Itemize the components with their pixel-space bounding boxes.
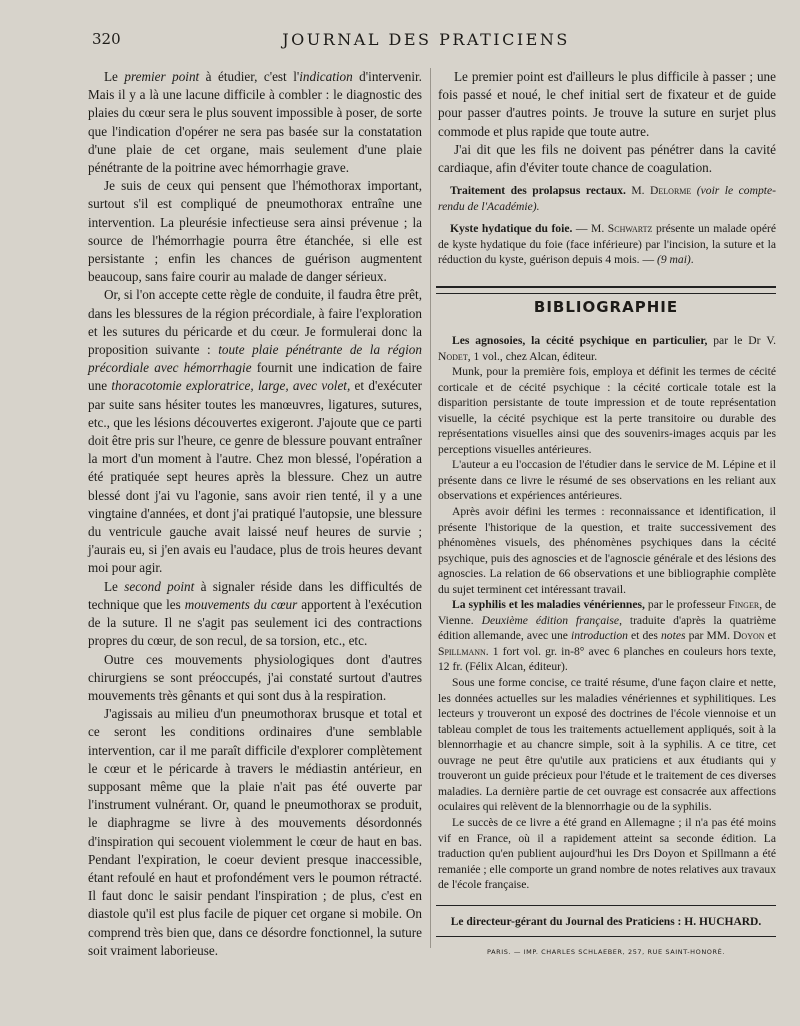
- paragraph-pneumothorax: J'agissais au milieu d'un pneumothorax brusque et total et ce seront les conditions ordinaires d'une semblable intervention, car il me paraît difficile d'explorer complètement le cœur et le péricarde à travers le médiastin antérieur, en supposant même que la plaie n'ait pas été ouverte par l'instrument vulnérant. Or, quand le pneumothorax se produit, le diaphragme se livre à des mouvements désordonnés d'inspiration qui secouent violemment le cœur de haut en bas. Pendant l'expiration, le coeur devient presque inaccessible, étant refoulé en haut et profondément vers le poumon rétracté. Il faut donc le saisir pendant l'inspiration ; de plus, c'est en diastole qu'il est plus facile de piquer cet organe si mobile. On comprend très bien que, dans ce désordre fonctionnel, la suture soit vraiment laborieuse.: [88, 706, 422, 958]
- bibliography-section: [438, 333, 776, 893]
- page-header: [92, 30, 760, 50]
- note-title: Kyste hydatique du foie.: [450, 221, 573, 235]
- translator-name: Spillmann: [438, 644, 486, 658]
- italic-run: toute plaie pénétrante de la région précordiale avec hémorrhagie: [88, 342, 422, 376]
- italic-run: notes: [661, 629, 686, 643]
- review-paragraph: Sous une forme concise, ce traité résume, d'une façon claire et nette, les données actuelles sur les maladies vénériennes et syphilitiques. Les lecteurs y trouveront un exposé des doctrines de l'école viennoise et un tableau complet de tous les traitements actuellement appliqués, soit à la blennorrhagie et au chancre simple, soit à la syphilis. A ce titre, cet ouvrage ne peut être qu'utile aux praticiens et aux étudiants qui y trouveront un guide précieux pour l'étude et le traitement de ces diverses maladies. La dernière partie de cet ouvrage est consacrée aux affections oculaires qui relèvent de la blennorrhagie ou de la syphilis.: [438, 676, 776, 814]
- text-run: par MM.: [685, 629, 734, 643]
- text-run: .: [690, 253, 694, 267]
- note-prolapsus: [438, 183, 776, 215]
- paragraph-second-point: [88, 578, 422, 651]
- running-title: JOURNAL DES PRATICIENS: [282, 30, 570, 49]
- text-run: à étudier, c'est l': [199, 69, 300, 84]
- book-title: Les agnosoies, la cécité psychique en particulier,: [452, 334, 708, 347]
- footer-rule-top: [436, 905, 776, 906]
- text-run: — M.: [572, 221, 608, 235]
- text-run: et: [764, 629, 776, 643]
- book-title: La syphilis et les maladies vénériennes,: [452, 598, 645, 612]
- bibliography-heading: BIBLIOGRAPHIE: [533, 298, 679, 316]
- text-run: . 1 fort vol. gr. in-8° avec 6 planches en couleurs hors texte, 12 fr. (Félix Alcan, éditeur).: [438, 644, 776, 674]
- paragraph-premier-point-suture: Le premier point est d'ailleurs le plus difficile à passer ; une fois passé et noué, le chef initial sert de fixateur et de guide pour passer d'autres points. Je trouve la suture en surjet plus commode et plus rapide que toute autre.: [438, 69, 776, 139]
- italic-run: indication: [299, 69, 353, 84]
- review-paragraph: Après avoir défini les termes : reconnaissance et identification, il présente l'historique de la question, et traite successivement des phénomènes visuels, des phénomènes psychiques dans la cécité psychique, puis des agnoscies et de l'agnoscie générale et des lésions des agnoscies. La relation de 66 observations et une bibliographie complète du sujet terminent cet intéressant travail.: [438, 505, 776, 596]
- italic-run: mouvements du cœur: [184, 596, 298, 612]
- text-run: par le Dr V.: [707, 334, 776, 347]
- note-kyste: [438, 221, 776, 268]
- review-paragraph: L'auteur a eu l'occasion de l'étudier dans le service de M. Lépine et il présente dans ce livre le résumé de ses observations en les reliant aux observations et expériences antérieures.: [438, 458, 776, 503]
- italic-run: thoracotomie exploratrice, large, avec volet,: [111, 378, 351, 394]
- paragraph-hemothorax: Je suis de ceux qui pensent que l'hémothorax important, surtout s'il est compliqué de pneumothorax entraîne une intervention. La pleurésie infectieuse sera ainsi prévenue ; la source de l'hémorrhagie pourra être étanchée, si elle est persistante ; enfin les chances de guérison augmentent beaucoup, sans faire courir au malade de danger sérieux.: [88, 178, 422, 285]
- text-run: Le: [104, 578, 125, 594]
- left-column: [88, 68, 422, 960]
- note-author: Schwartz: [607, 221, 653, 235]
- italic-run: Deuxième édition française: [481, 613, 620, 627]
- review-paragraph: Le succès de ce livre a été grand en Allemagne ; il n'a pas été moins vif en France, où il a rapidement atteint sa seconde édition. La traduction qu'en publient aujourd'hui les Drs Doyon et Spillmann a été remaniée ; elle comporte un grand nombre de notes relatives aux travaux de l'école française.: [438, 815, 776, 892]
- text-run: apportent à l'exécution de la suture. Il ne s'agit pas seulement ici des contractions propres du cœur, de son recul, de sa torsion, etc., etc.: [88, 596, 423, 649]
- review-paragraph: Munk, pour la première fois, employa et définit les termes de cécité corticale et de cécité psychique : la cécité corticale totale est la disparition persistante de toute impression et de toute représentation visuelle, la cécité psychique est la perte transitoire ou durable des représentations visuelles ainsi que des souvenirs-images acquis par les perceptions visuelles antérieures.: [438, 365, 776, 456]
- text-run: fournit une indication de faire une: [88, 360, 422, 394]
- italic-run: introduction: [571, 629, 628, 643]
- italic-run: premier point: [124, 69, 200, 84]
- note-author: M. Delorme: [625, 184, 692, 198]
- director-line: Le directeur-gérant du Journal des Praticiens : H. HUCHARD.: [450, 916, 762, 928]
- text-run: , de Vienne.: [438, 598, 776, 627]
- text-run: et des: [627, 629, 661, 643]
- text-run: à signaler réside dans les difficultés de technique que les: [88, 578, 422, 612]
- text-run: d'intervenir. Mais il y a là une lacune difficile à combler : le diagnostic des plaies du cœur sera le plus souvent impossible à poser, de sorte que l'indication d'opérer ne sera pas basée sur la constatation d'une plaie de cet organe, mais seulement d'une plaie pénétrante de la poitrine avec hémorrhagie grave.: [88, 69, 422, 176]
- page-number: 320: [92, 30, 121, 48]
- text-run: présente un malade opéré de kyste hydatique du foie (face inférieure) par l'incision, la suture et la réduction du kyste, guérison depuis 4 mois. —: [438, 221, 776, 267]
- book-entry-agnosoies: [438, 333, 776, 364]
- right-column-top: [438, 68, 776, 268]
- text-run: , 1 vol., chez Alcan, éditeur.: [467, 349, 598, 363]
- text-run: Or, si l'on accepte cette règle de conduite, il faudra être prêt, dans les blessures de la région précordiale, à faire l'exploration et les sutures du péricarde et du cœur. Je formulerai donc la proposition suivante :: [88, 287, 422, 358]
- text-run: , traduite d'après la quatrième édition allemande, avec une: [438, 613, 776, 643]
- text-run: par le professeur: [644, 598, 729, 612]
- paragraph-fils: J'ai dit que les fils ne doivent pas pénétrer dans la cavité cardiaque, afin d'éviter toute chance de coagulation.: [438, 141, 776, 176]
- book-author: Nodet: [438, 349, 468, 363]
- paragraph-premier-point: [88, 68, 422, 177]
- note-title: Traitement des prolapsus rectaux.: [450, 184, 626, 198]
- paragraph-mouvements: Outre ces mouvements physiologiques dont d'autres chirurgiens se sont préoccupés, j'ai constaté surtout d'autres mouvements très gênants et qui sont dus à la respiration.: [88, 651, 422, 703]
- note-tail: (voir le compte-rendu de l'Académie).: [438, 184, 776, 214]
- note-date: (9 mai): [656, 253, 691, 267]
- book-author: Finger: [728, 598, 760, 612]
- book-entry-syphilis: [438, 597, 776, 675]
- text-run: Le: [104, 69, 125, 84]
- footer-rule-bottom: [436, 936, 776, 937]
- column-divider: [430, 68, 431, 948]
- printer-imprint: PARIS. — IMP. CHARLES SCHLAEBER, 257, RUE SAINT-HONORÉ.: [486, 948, 726, 956]
- italic-run: second point: [124, 578, 195, 594]
- paragraph-regle-conduite: [88, 286, 422, 577]
- text-run: et d'exécuter par suite sans hésiter toutes les manœuvres, ligatures, sutures, etc., que les lésions découvertes exigeront. J'ajoute que ce parti doit être pris sur l'heure, ce genre de blessure pouvant entraîner la mort d'un moment à l'autre. Chez mon blessé, l'opération a été pratiquée sept heures après la blessure. Chez un autre blessé dont j'ai vu l'agonie, sans avoir rien tenté, il y a une vingtaine d'années, et dont j'ai pratiqué l'autopsie, une blessure du ventricule gauche avait laissé neuf heures de survie ; j'aurais eu, si j'en avais eu l'audace, plus de trois heures devant moi pour agir.: [88, 378, 422, 576]
- translator-name: Doyon: [733, 629, 765, 643]
- section-rule: [436, 286, 776, 294]
